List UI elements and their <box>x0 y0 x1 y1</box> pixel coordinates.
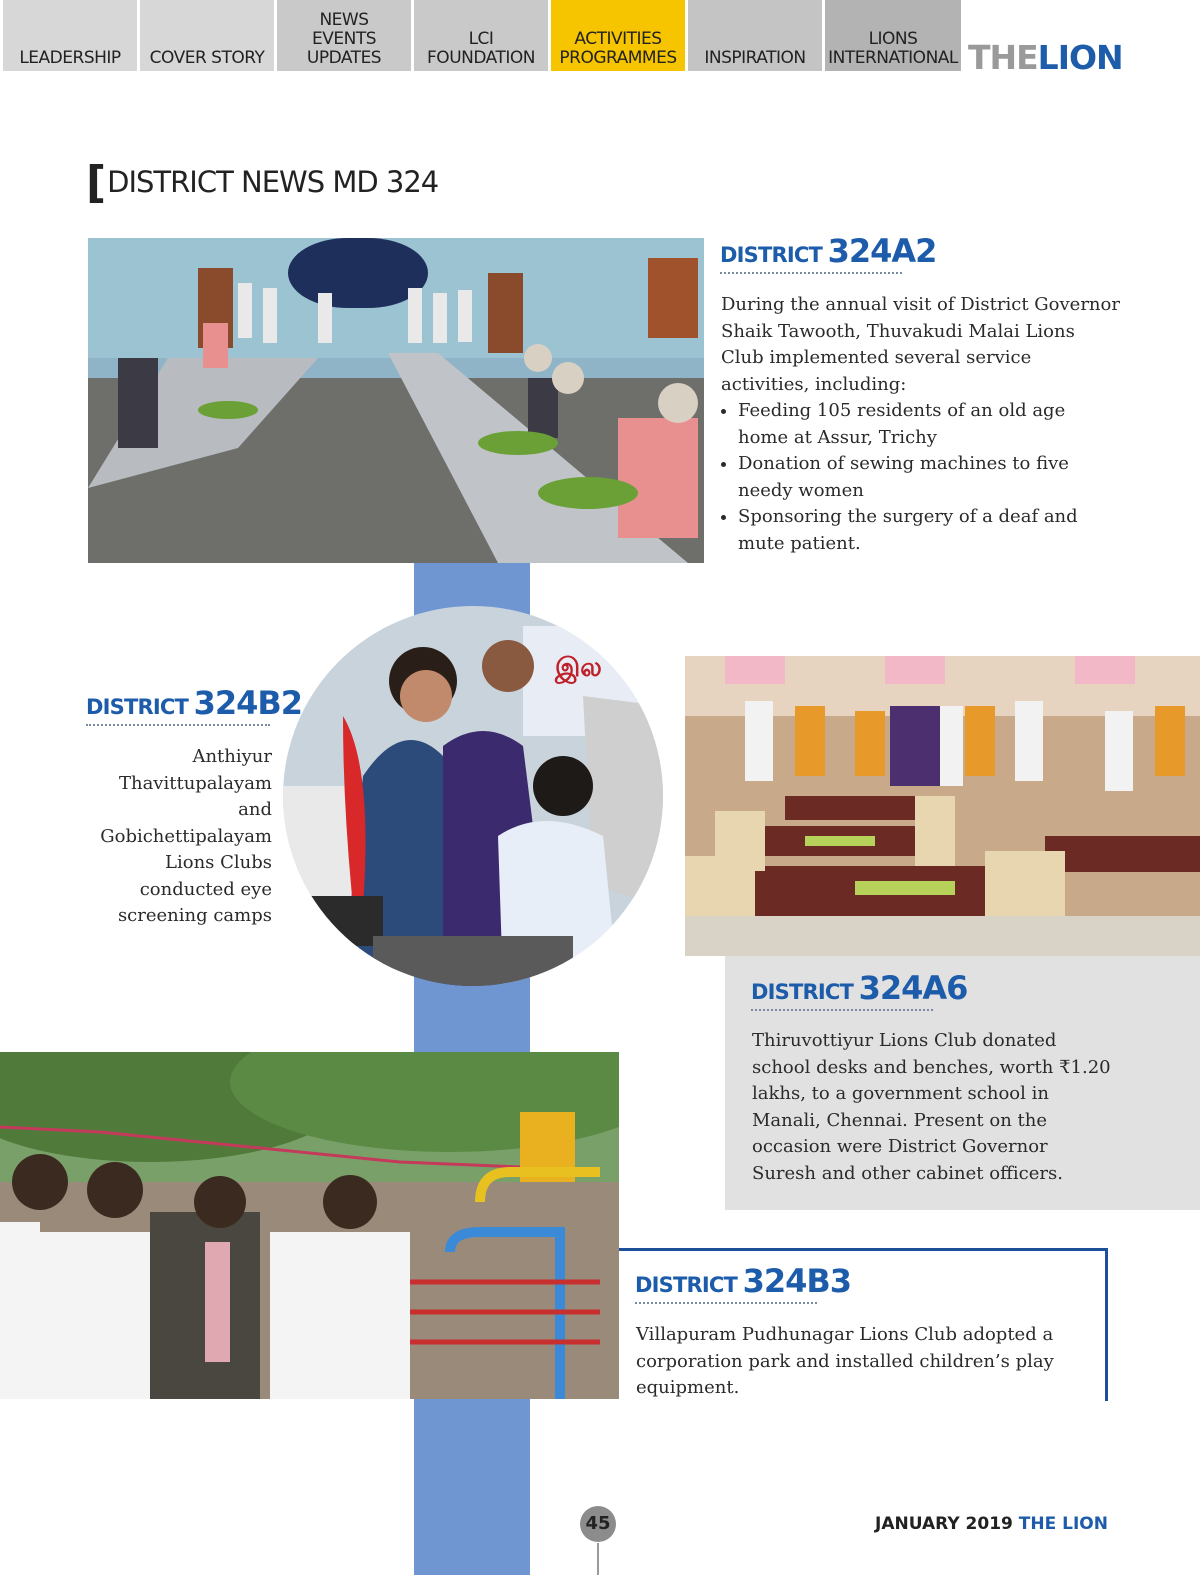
list-item: • Sponsoring the surgery of a deaf and mute patient. <box>738 504 1121 557</box>
district-324b2-text: Anthiyur Thavittupalayam and Gobichettipalayam Lions Clubs conducted eye screening camps <box>100 746 272 926</box>
activity-list <box>721 398 1121 557</box>
tab-activities-programmes[interactable] <box>551 0 685 71</box>
tab-label: NEWS <box>319 10 369 30</box>
magazine-logo <box>968 40 1123 76</box>
tab-label: INTERNATIONAL <box>828 48 958 68</box>
district-324a2-intro: During the annual visit of District Governor Shaik Tawooth, Thuvakudi Malai Lions Club implemented several service activities, including: <box>721 294 1120 395</box>
district-324a2-body <box>721 292 1121 557</box>
list-item: • Feeding 105 residents of an old age home at Assur, Trichy <box>738 398 1121 451</box>
district-number: 324B2 <box>193 684 303 722</box>
tab-lci-foundation[interactable] <box>414 0 548 71</box>
district-324a6-text: Thiruvottiyur Lions Club donated school desks and benches, worth ₹1.20 lakhs, to a government school in Manali, Chennai. Present on the occasion were District Governor Suresh and other cabinet officers. <box>752 1030 1111 1184</box>
photo-park-play-equipment <box>0 1052 619 1399</box>
tab-label: UPDATES <box>306 48 382 68</box>
district-label: DISTRICT <box>86 695 189 719</box>
photo-school-desks <box>685 656 1200 956</box>
section-title-text: DISTRICT NEWS MD 324 <box>107 165 439 199</box>
tab-label: LCI <box>468 29 494 49</box>
district-324a6-title <box>751 969 968 1011</box>
section-nav <box>0 0 1200 77</box>
tab-label: PROGRAMMES <box>559 48 677 68</box>
district-label: DISTRICT <box>720 243 823 267</box>
tab-label: COVER STORY <box>149 48 265 68</box>
photo-old-age-home-feeding <box>88 238 704 563</box>
tab-label: FOUNDATION <box>427 48 535 68</box>
magazine-name: THE LION <box>1018 1514 1108 1534</box>
district-number: 324B3 <box>742 1262 852 1300</box>
district-number: 324A2 <box>827 232 937 270</box>
district-label: DISTRICT <box>751 980 854 1004</box>
tab-cover-story[interactable] <box>140 0 274 71</box>
district-324b3-text: Villapuram Pudhunagar Lions Club adopted a corporation park and installed children’s play equipment. <box>636 1324 1054 1398</box>
logo-name: LION <box>1037 38 1123 77</box>
district-324a6-body <box>752 1028 1112 1187</box>
list-item: • Donation of sewing machines to five needy women <box>738 451 1121 504</box>
svg-text:இல: இல <box>555 653 602 683</box>
tab-label: LIONS <box>868 29 918 49</box>
tab-label: LEADERSHIP <box>19 48 121 68</box>
district-324b3-title <box>635 1262 852 1304</box>
tab-news-events-updates[interactable] <box>277 0 411 71</box>
district-324b3-body <box>636 1322 1056 1402</box>
footer-issue <box>875 1514 1108 1534</box>
tab-label: ACTIVITIES <box>574 29 662 49</box>
district-324b2-title <box>86 684 303 726</box>
issue-date: JANUARY 2019 <box>875 1514 1013 1534</box>
bracket-ornament: [ <box>86 157 106 208</box>
tab-label: INSPIRATION <box>704 48 806 68</box>
district-324a2-title <box>720 232 937 274</box>
tab-inspiration[interactable] <box>688 0 822 71</box>
photo-eye-screening <box>283 606 663 986</box>
page-number: 45 <box>580 1506 616 1542</box>
logo-prefix: THE <box>968 38 1038 77</box>
section-title <box>86 152 439 208</box>
district-324b2-body <box>86 744 272 930</box>
tab-label: EVENTS <box>311 29 376 49</box>
district-label: DISTRICT <box>635 1273 738 1297</box>
district-number: 324A6 <box>858 969 968 1007</box>
tab-leadership[interactable] <box>3 0 137 71</box>
page-number-stem <box>597 1543 599 1575</box>
tab-lions-international[interactable] <box>825 0 961 71</box>
